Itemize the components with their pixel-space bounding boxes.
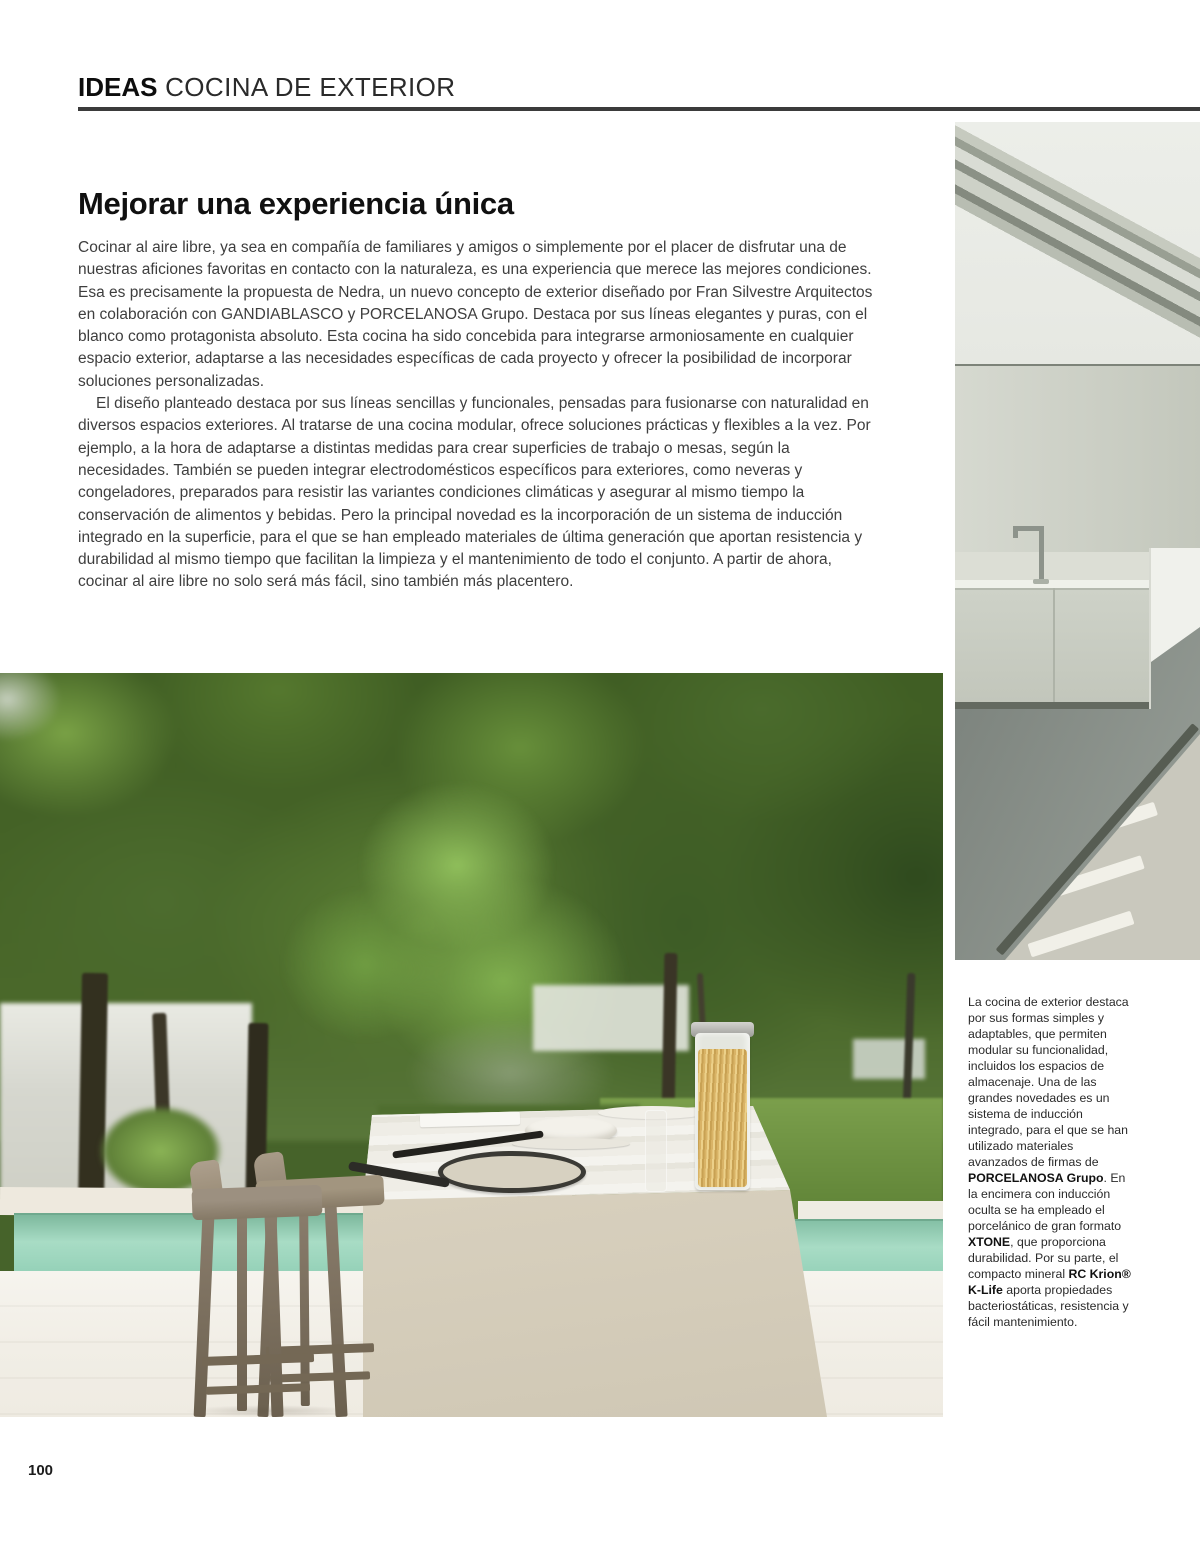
pool-water-right <box>794 1219 943 1279</box>
barstool-front-seat <box>191 1185 322 1221</box>
header-rule <box>78 107 1200 111</box>
interior-kitchen-photo <box>955 122 1200 960</box>
outdoor-kitchen-photo <box>0 673 943 1417</box>
spaghetti <box>698 1049 747 1187</box>
cabinet-plinth <box>955 702 1151 709</box>
sunlight-stripe <box>1027 911 1134 958</box>
article-paragraph: El diseño planteado destaca por sus líneas sencillas y funcionales, pensadas para fusionarse con naturalidad en diversos espacios exteriores. Al tratarse de una cocina modular, ofrece soluciones prácticas y flexibles a la vez. Por ejemplo, a la hora de adaptarse a distintas medidas para crear superficies de trabajo o mesas, según la necesidades. También se pueden integrar electrodomésticos específicos para exteriores, como neveras y congeladores, preparados para resistir las variantes condiciones climáticas y asegurar al mismo tiempo la conservación de alimentos y bebidas. Pero la principal novedad es la incorporación de un sistema de inducción integrado en la superficie, para el que se han empleado materiales de última generación que aportan resistencia y durabilidad al mismo tiempo que facilitan la limpieza y el mantenimiento de todo el conjunto. A partir de ahora, cocinar al aire libre no solo será más fácil, sino también más placentero. <box>78 395 871 591</box>
cabinet-seam <box>1053 588 1055 704</box>
napkin <box>420 1112 520 1128</box>
article-title: Mejorar una experiencia única <box>78 186 514 221</box>
kicker-section-label: IDEAS <box>78 72 158 102</box>
article-body <box>78 237 873 594</box>
stool-shadow <box>185 1405 355 1417</box>
frying-pan <box>438 1151 586 1193</box>
background-house-right <box>853 1039 925 1079</box>
article-paragraph: Cocinar al aire libre, ya sea en compañía de familiares y amigos o simplemente por el placer de disfrutar una de nuestras aficiones favoritas en contacto con la naturaleza, es una experiencia que merece las mejores condiciones. Esa es precisamente la propuesta de Nedra, un nuevo concepto de exterior diseñado por Fran Silvestre Arquitectos en colaboración con GANDIABLASCO y PORCELANOSA Grupo. Destaca por sus líneas elegantes y puras, con el blanco como protagonista absoluto. Esta cocina ha sido concebida para integrarse armoniosamente en cualquier espacio exterior, adaptarse a las necesidades específicas de cada proyecto y ofrecer la posibilidad de incorporar soluciones personalizadas. <box>78 239 873 390</box>
pasta-jar <box>695 1033 750 1190</box>
white-plate <box>512 1138 630 1149</box>
ceiling-beams <box>955 122 1200 395</box>
wall <box>955 366 1200 552</box>
photo-caption: La cocina de exterior destaca por sus formas simples y adaptables, que permiten modular su funcionalidad, incluidos los espacios de almacenaje. Una de las grandes novedades es un sistema de inducción integrado, para el que se han utilizado materiales avanzados de firmas de PORCELANOSA Grupo. En la encimera con inducción oculta se ha empleado el porcelánico de gran formato XTONE, que proporciona durabilidad. Por su parte, el compacto mineral RC Krion® K-Life aporta propiedades bacteriostáticas, resistencia y fácil mantenimiento. <box>968 995 1131 1329</box>
faucet-spout <box>1013 526 1018 538</box>
section-kicker <box>78 74 455 100</box>
page-number: 100 <box>28 1462 54 1479</box>
glass-shaker <box>645 1110 667 1192</box>
barstool-front-leg <box>237 1216 247 1411</box>
worktop <box>955 580 1155 588</box>
faucet-base <box>1033 579 1049 584</box>
kicker-topic-label: COCINA DE EXTERIOR <box>165 72 456 102</box>
faucet-stem <box>1039 526 1044 582</box>
